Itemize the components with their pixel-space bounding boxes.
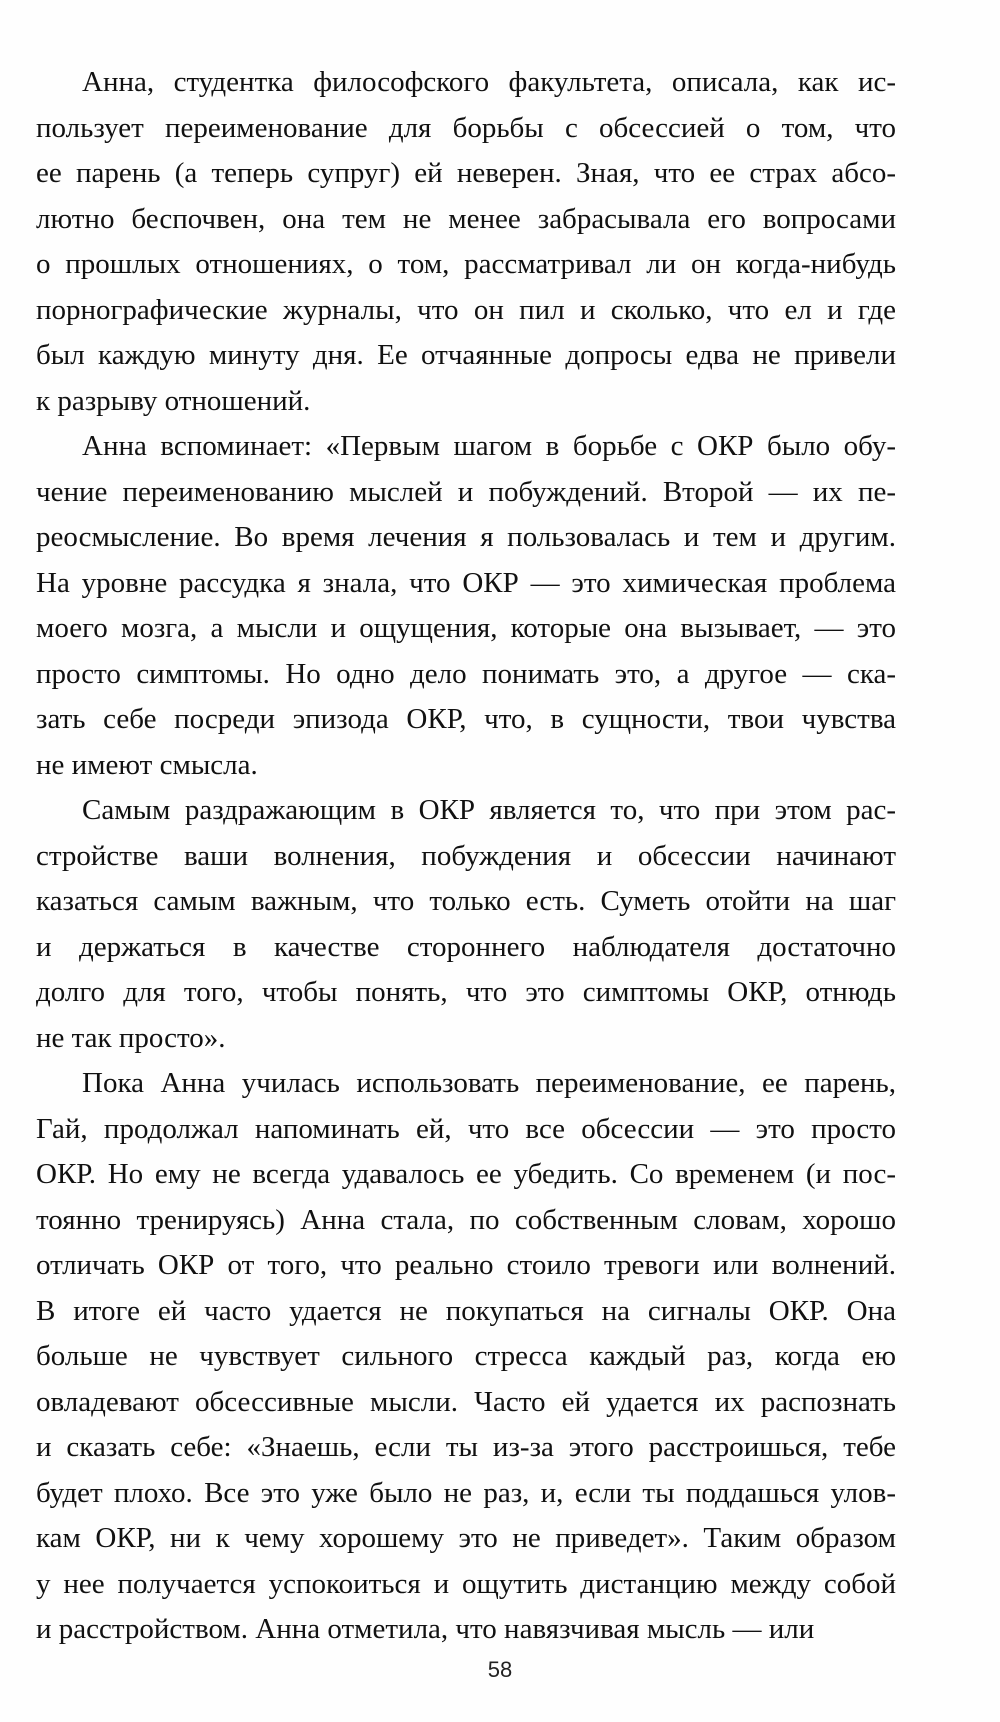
text-line: кам ОКР, ни к чему хорошему это не приведет». Таким образом [36, 1522, 896, 1554]
text-line: у нее получается успокоиться и ощутить дистанцию между собой [36, 1567, 896, 1600]
text-line: тоянно тренируясь) Анна стала, по собственным словам, хорошо [36, 1203, 896, 1236]
text-line: и расстройством. Анна отметила, что навязчивая мысль — или [36, 1613, 815, 1645]
text-line: Пока Анна училась использовать переименование, ее парень, [82, 1067, 896, 1099]
text-line: реосмысление. Во время лечения я пользовалась и тем и другим. [36, 521, 896, 553]
text-line: отличать ОКР от того, что реально стоило тревоги или волнений. [36, 1249, 896, 1281]
paragraph [36, 60, 896, 424]
text-line: и держаться в качестве стороннего наблюдателя достаточно [36, 930, 896, 963]
paragraph [36, 1061, 896, 1653]
text-line: Самым раздражающим в ОКР является то, что при этом рас- [82, 794, 896, 826]
page-number: 58 [487, 1657, 513, 1682]
text-line: казаться самым важным, что только есть. Суметь отойти на шаг [36, 885, 896, 917]
text-line: больше не чувствует сильного стресса каждый раз, когда ею [36, 1340, 896, 1372]
text-line: моего мозга, а мысли и ощущения, которые она вызывает, — это [36, 612, 896, 644]
text-line: стройстве ваши волнения, побуждения и обсессии начинают [36, 839, 896, 872]
text-line: пользует переименование для борьбы с обсессией о том, что [36, 111, 896, 144]
text-line: не имеют смысла. [36, 748, 258, 781]
text-line: долго для того, чтобы понять, что это симптомы ОКР, отнюдь [36, 976, 896, 1008]
text-line: порнографические журналы, что он пил и сколько, что ел и где [36, 293, 896, 326]
text-line: ее парень (а теперь супруг) ей неверен. Зная, что ее страх абсо- [36, 157, 896, 189]
body-text [36, 60, 896, 1653]
text-line: не так просто». [36, 1021, 226, 1054]
text-line: Гай, продолжал напоминать ей, что все обсессии — это просто [36, 1112, 896, 1145]
text-line: овладевают обсессивные мысли. Часто ей удается их распознать [36, 1385, 896, 1418]
text-line: будет плохо. Все это уже было не раз, и, если ты поддашься улов- [36, 1476, 896, 1509]
text-line: чение переименованию мыслей и побуждений. Второй — их пе- [36, 475, 896, 508]
text-line: лютно беспочвен, она тем не менее забрасывала его вопросами [36, 202, 896, 235]
text-line: и сказать себе: «Знаешь, если ты из-за этого расстроишься, тебе [36, 1431, 896, 1463]
text-line: просто симптомы. Но одно дело понимать это, а другое — ска- [36, 657, 896, 690]
paragraph [36, 788, 896, 1061]
paragraph [36, 424, 896, 788]
text-line: Анна, студентка философского факультета, описала, как ис- [82, 66, 896, 98]
text-line: о прошлых отношениях, о том, рассматривал ли он когда-нибудь [36, 248, 896, 280]
text-line: ОКР. Но ему не всегда удавалось ее убедить. Со временем (и пос- [36, 1158, 896, 1190]
text-line: зать себе посреди эпизода ОКР, что, в сущности, твои чувства [36, 703, 896, 735]
text-line: На уровне рассудка я знала, что ОКР — это химическая проблема [36, 566, 896, 599]
text-line: к разрыву отношений. [36, 384, 311, 417]
text-line: В итоге ей часто удается не покупаться на сигналы ОКР. Она [36, 1294, 896, 1327]
text-line: был каждую минуту дня. Ее отчаянные допросы едва не привели [36, 339, 896, 371]
text-line: Анна вспоминает: «Первым шагом в борьбе с ОКР было обу- [82, 430, 896, 462]
